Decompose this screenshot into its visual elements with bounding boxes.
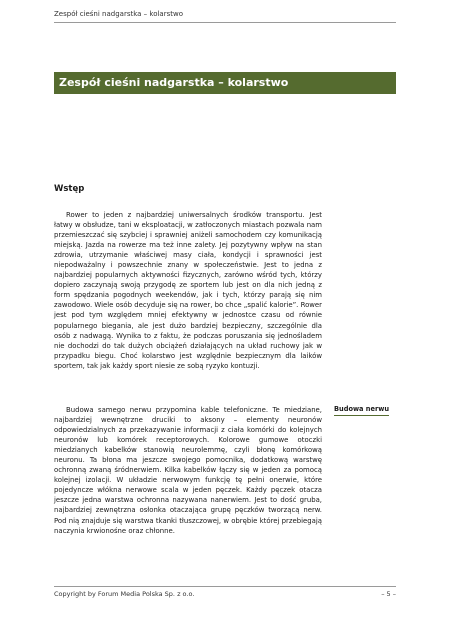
running-header: Zespół cieśni nadgarstka – kolarstwo (54, 10, 396, 23)
margin-note: Budowa nerwu (334, 405, 389, 416)
body-paragraph: Rower to jeden z najbardziej uniwersalnych środków transportu. Jest łatwy w obsłudze, tani w eksploatacji, w zatłoczonych miastach pozwala nam przemieszczać się szybciej i sprawniej aniżeli samochodem czy komunikacją miejską. Jazda na rowerze ma też inne zalety. Jej pozytywny wpływ na stan zdrowia, utrzymanie właściwej masy ciała, kondycji i sprawności jest niepodważalny i powszechnie znany w społeczeństwie. Jest to jedna z najbardziej popularnych aktywności fizycznych, zarówno wśród tych, którzy dopiero zaczynają swoją przygodę ze sportem lub jest on dla nich jedną z form spędzania pogodnych weekendów, jak i tych, którzy parają się nim zawodowo. Wiele osób decyduje się na rower, bo chce „spalić kalorie”. Rower jest pod tym względem mniej efektywny w jednostce czasu od równie popularnego biegania, ale jest dużo bardziej bezpieczny, szczególnie dla osób z nadwagą. Wynika to z faktu, że podczas poruszania się jednośladem nie dochodzi do tak dużych obciążeń działających na układ ruchowy jak w przypadku biegu. Choć kolarstwo jest względnie bezpiecznym dla laików sportem, tak jak każdy sport niesie ze sobą ryzyko kontuzji. (54, 211, 322, 370)
page-title: Zespół cieśni nadgarstka – kolarstwo (54, 72, 396, 94)
section-heading: Wstęp (54, 184, 85, 194)
footer-copyright: Copyright by Forum Media Polska Sp. z o.o. (54, 590, 195, 598)
body-paragraph: Budowa samego nerwu przypomina kable telefoniczne. Te miedziane, najbardziej wewnętrzne druciki to aksony – elementy neuronów odpowiedzialnych za przekazywanie informacji z ciała komórki do kolejnych neuronów lub komórek receptorowych. Kolorowe gumowe otoczki miedzianych kabelków stanowią neurolemmę, czyli błonę komórkową neuronu. Ta błona ma jeszcze swojego pomocnika, dodatkową warstwę ochronną zwaną śródnerwiem. Kilka kabelków łączy się w jeden za pomocą kolejnej izolacji. W układzie nerwowym funkcję tę pełni onerwie, które pojedyncze włókna nerwowe scala w jeden pęczek. Każdy pęczek otacza jeszcze jedna warstwa ochronna nazywana nanerwiem. Jest to dość gruba, najbardziej zewnętrzna osłonka otaczająca grupę pęczków tworzącą nerw. Pod nią znajduje się warstwa tkanki tłuszczowej, w obrębie której przebiegają naczynia krwionośne oraz chłonne. (54, 406, 322, 535)
footer-divider (54, 586, 396, 587)
page-number: – 5 – (381, 590, 396, 598)
